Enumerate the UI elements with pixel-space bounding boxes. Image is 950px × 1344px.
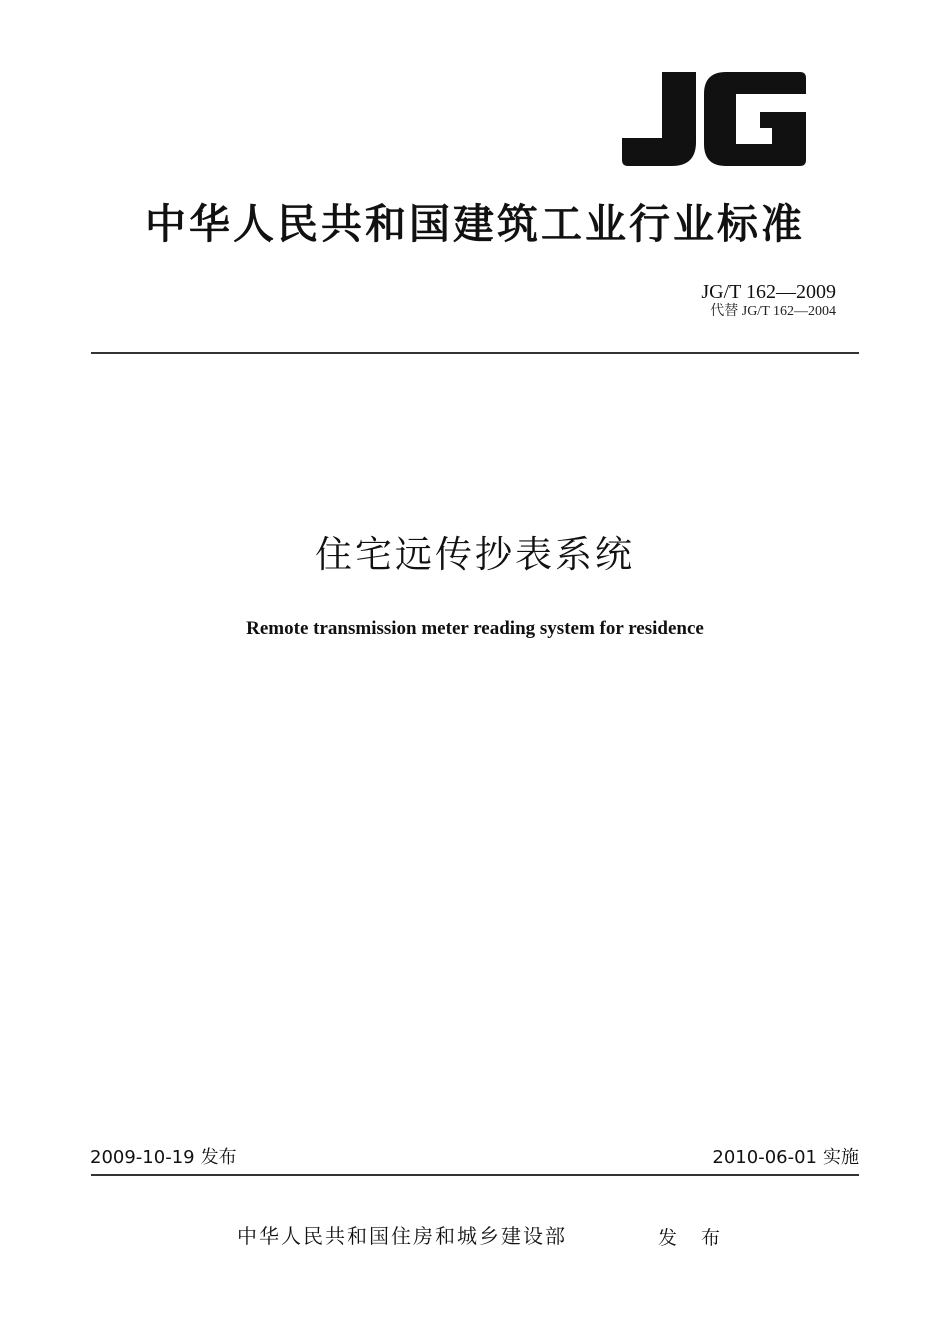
issuer-name: 中华人民共和国住房和城乡建设部 [237,1224,567,1248]
jg-logo-mark [622,72,808,166]
implement-date: 2010-06-01 [712,1147,817,1168]
document-title-en: Remote transmission meter reading system for residence [246,618,704,639]
header-divider [91,352,859,354]
implement-date-line [712,1145,859,1171]
issue-date-line [90,1145,237,1171]
issuer-action: 发 布 [658,1227,730,1249]
footer-divider [91,1174,859,1176]
standard-code: JG/T 162—2009 [701,281,836,303]
issue-label: 发布 [200,1147,237,1168]
issue-date: 2009-10-19 [90,1147,195,1168]
standard-category-title: 中华人民共和国建筑工业行业标准 [145,200,805,248]
jg-logo [622,72,808,166]
implement-label: 实施 [823,1147,859,1168]
document-title-cn: 住宅远传抄表系统 [315,533,635,576]
standard-replaces: 代替 JG/T 162—2004 [710,304,836,319]
